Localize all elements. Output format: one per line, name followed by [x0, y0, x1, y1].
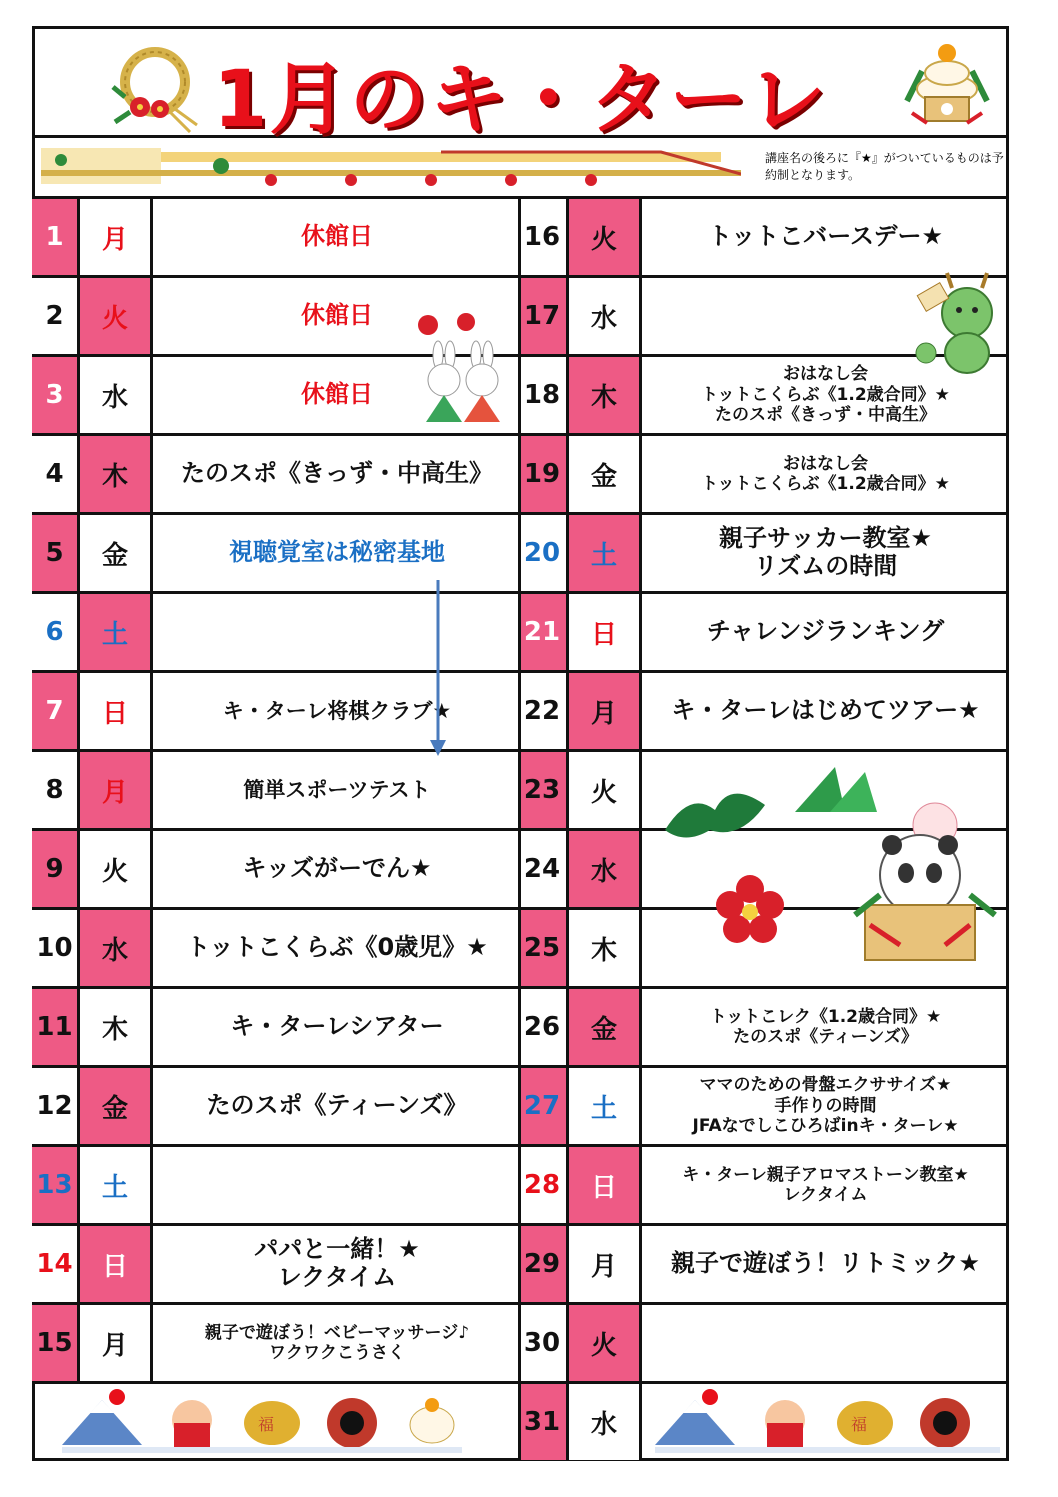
day-of-week: 月 [569, 673, 642, 749]
event-cell: キ・ターレはじめてツアー★ [671, 696, 980, 725]
calendar-row [518, 1065, 1009, 1144]
day-of-week: 水 [80, 910, 153, 986]
reservation-notice: 講座名の後ろに『★』がついているものは予約制となります。 [765, 151, 1004, 182]
day-of-week: 火 [80, 278, 153, 354]
rabbit-icon [408, 310, 518, 425]
panda-icon [850, 795, 1000, 965]
day-number: 7 [32, 673, 80, 749]
day-of-week: 月 [569, 1226, 642, 1302]
day-of-week: 水 [80, 357, 153, 433]
calendar-row [518, 196, 1009, 275]
day-of-week: 金 [80, 1068, 153, 1144]
day-of-week: 木 [569, 910, 642, 986]
calendar-row [32, 907, 521, 986]
day-number: 28 [518, 1147, 569, 1223]
day-number: 12 [32, 1068, 80, 1144]
day-of-week: 木 [569, 357, 642, 433]
event-cell: ママのための骨盤エクササイズ★ 手作りの時間 JFAなでしこひろばinキ・ターレ★ [692, 1075, 959, 1137]
arrow-icon [428, 580, 448, 758]
day-number: 21 [518, 594, 569, 670]
day-number: 30 [518, 1305, 569, 1381]
day-number: 15 [32, 1305, 80, 1381]
day-number: 5 [32, 515, 80, 591]
event-cell: 休館日 [301, 301, 373, 330]
event-cell: たのスポ《きっず・中高生》 [181, 459, 493, 488]
svg-text:福: 福 [851, 1415, 868, 1434]
event-cell: 簡単スポーツテスト [243, 777, 431, 802]
ume-flower-icon [715, 875, 785, 945]
calendar-row [32, 1302, 521, 1381]
day-number: 6 [32, 594, 80, 670]
calendar-row [32, 196, 521, 275]
event-cell: 親子サッカー教室★ リズムの時間 [718, 524, 933, 580]
day-of-week: 日 [80, 1226, 153, 1302]
event-cell: おはなし会 トットこくらぶ《1.2歳合同》★ [701, 453, 950, 494]
day-of-week: 日 [80, 673, 153, 749]
day-of-week: 土 [80, 594, 153, 670]
day-number: 8 [32, 752, 80, 828]
calendar-row [518, 591, 1009, 670]
event-cell: 親子で遊ぼう！リトミック★ [670, 1249, 981, 1278]
new-year-decoration-right [655, 1385, 1000, 1455]
day-of-week: 火 [569, 199, 642, 275]
day-of-week: 土 [569, 1068, 642, 1144]
bottom-left-decoration-cell [32, 1381, 521, 1384]
calendar-row [518, 1302, 1009, 1381]
day-of-week: 土 [569, 515, 642, 591]
event-cell: おはなし会 トットこくらぶ《1.2歳合同》★ たのスポ《きっず・中高生》 [701, 364, 950, 426]
event-cell: パパと一緒！★ レクタイム [254, 1235, 420, 1291]
day-number: 17 [518, 278, 569, 354]
day-of-week: 水 [569, 1384, 642, 1460]
day-number: 13 [32, 1147, 80, 1223]
calendar-row [518, 433, 1009, 512]
event-cell: キ・ターレ親子アロマストーン教室★ レクタイム [682, 1164, 969, 1205]
day-of-week: 日 [569, 1147, 642, 1223]
day-of-week: 水 [569, 831, 642, 907]
day-number: 22 [518, 673, 569, 749]
day-number: 27 [518, 1068, 569, 1144]
event-cell: キ・ターレシアター [230, 1012, 444, 1041]
calendar-row [32, 749, 521, 828]
calendar-row [518, 670, 1009, 749]
new-year-decoration-left [62, 1385, 462, 1455]
day-number: 14 [32, 1226, 80, 1302]
calendar-row [518, 1144, 1009, 1223]
event-cell: トットこくらぶ《0歳児》★ [186, 933, 488, 962]
day-of-week: 金 [569, 989, 642, 1065]
day-of-week: 火 [80, 831, 153, 907]
day-number: 1 [32, 199, 80, 275]
day-number: 19 [518, 436, 569, 512]
event-cell: トットこバースデー★ [707, 222, 944, 251]
day-number: 4 [32, 436, 80, 512]
event-cell: キ・ターレ将棋クラブ★ [222, 698, 452, 723]
event-cell: 視聴覚室は秘密基地 [229, 538, 445, 567]
day-of-week: 金 [569, 436, 642, 512]
calendar-row [32, 828, 521, 907]
svg-text:福: 福 [258, 1415, 275, 1434]
calendar-row [32, 986, 521, 1065]
day-of-week: 月 [80, 752, 153, 828]
calendar-row [32, 433, 521, 512]
event-cell: たのスポ《ティーンズ》 [206, 1091, 468, 1120]
day-number: 24 [518, 831, 569, 907]
day-number: 3 [32, 357, 80, 433]
column-divider [518, 196, 521, 1461]
page-title: 1月のキ・ターレ [213, 55, 828, 145]
day-number: 9 [32, 831, 80, 907]
day-number: 16 [518, 199, 569, 275]
day-number: 2 [32, 278, 80, 354]
calendar-row [518, 512, 1009, 591]
day-number: 11 [32, 989, 80, 1065]
event-cell: 親子で遊ぼう！ベビーマッサージ♪ ワクワクこうさく [204, 1322, 470, 1363]
day-number: 18 [518, 357, 569, 433]
event-cell: 休館日 [301, 380, 373, 409]
day-number: 20 [518, 515, 569, 591]
event-cell [642, 1305, 1009, 1381]
event-cell: 休館日 [301, 222, 373, 251]
day-of-week: 日 [569, 594, 642, 670]
event-cell [153, 594, 521, 670]
dragon-icon [912, 268, 1007, 378]
calendar-row [32, 1144, 521, 1223]
day-of-week: 土 [80, 1147, 153, 1223]
day-of-week: 月 [80, 1305, 153, 1381]
day-of-week: 火 [569, 752, 642, 828]
day-number: 25 [518, 910, 569, 986]
calendar-row [32, 1223, 521, 1302]
day-of-week: 月 [80, 199, 153, 275]
event-cell [153, 1147, 521, 1223]
day-number: 26 [518, 989, 569, 1065]
day-number: 31 [518, 1384, 569, 1460]
day-of-week: 木 [80, 436, 153, 512]
calendar-row [32, 1065, 521, 1144]
calendar-row [518, 1223, 1009, 1302]
day-number: 10 [32, 910, 80, 986]
day-of-week: 金 [80, 515, 153, 591]
event-cell: キッズがーでん★ [242, 854, 432, 883]
day-of-week: 水 [569, 278, 642, 354]
calendar-row [518, 986, 1009, 1065]
day-number: 29 [518, 1226, 569, 1302]
day-of-week: 火 [569, 1305, 642, 1381]
day-of-week: 木 [80, 989, 153, 1065]
day-number: 23 [518, 752, 569, 828]
event-cell: チャレンジランキング [706, 617, 945, 646]
event-cell: トットこレク《1.2歳合同》★ たのスポ《ティーンズ》 [709, 1006, 942, 1047]
pine-icon [660, 770, 770, 850]
